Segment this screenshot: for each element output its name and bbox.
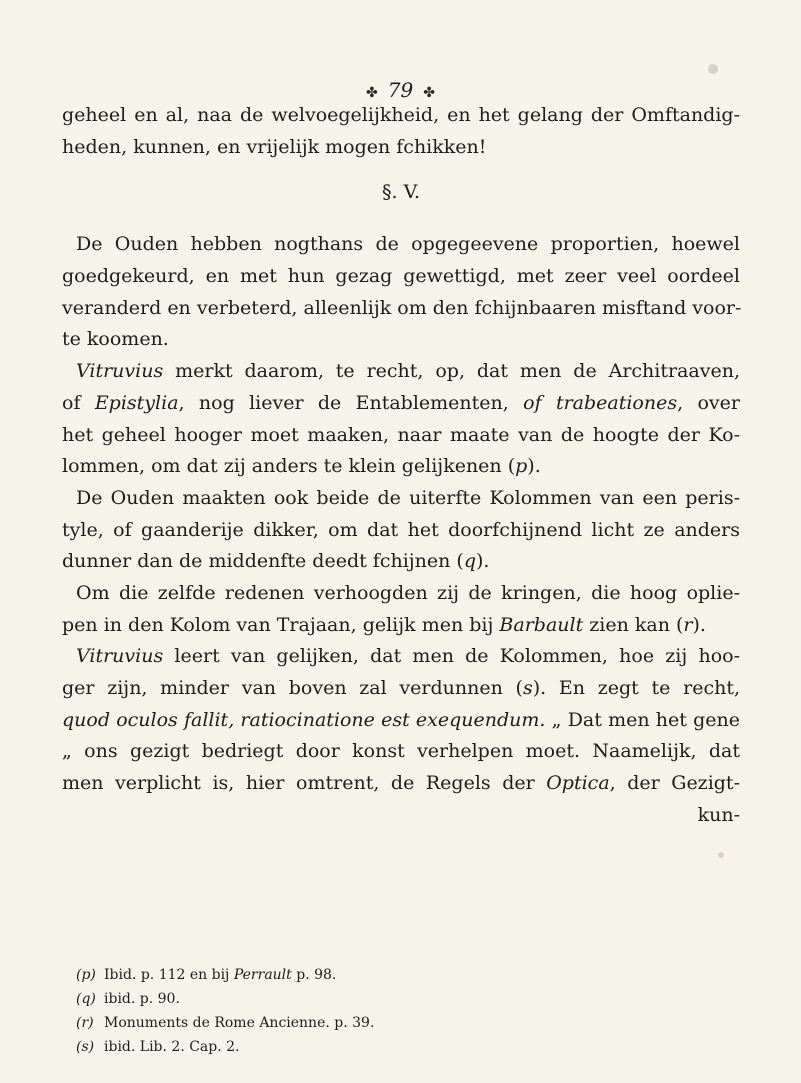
text-line: [62, 610, 740, 642]
text-span: ger zijn, minder van boven zal verdunnen (: [62, 677, 523, 699]
author-name: Vitruvius: [76, 360, 164, 383]
footnote: [76, 987, 676, 1011]
main-text: [62, 100, 740, 831]
footnote: [76, 1035, 676, 1059]
text-span: ).: [476, 550, 490, 573]
footnote-ref: p: [515, 455, 528, 478]
text-span: ).: [692, 613, 706, 636]
footnote: [76, 963, 676, 987]
latin-term: Epistylia: [94, 391, 179, 414]
footnote-mark: (s): [76, 1039, 95, 1055]
text-span: Ibid. p. 112 en bij: [104, 967, 234, 983]
text-span: , nog liever de Entablementen,: [178, 391, 524, 414]
author-name: Barbault: [499, 613, 584, 636]
text-line: Om die zelfde redenen verhoogden zij de kringen, die hoog oplie-: [76, 581, 740, 604]
text-span: ). En zegt te recht,: [532, 677, 741, 699]
text-span: Monuments de Rome Ancienne. p. 39.: [104, 1015, 375, 1031]
footnote-mark: (p): [76, 967, 96, 983]
page-number: 79: [387, 78, 414, 102]
text-span: ibid. Lib. 2. Cap. 2.: [104, 1039, 240, 1055]
text-span: zien kan (: [583, 613, 684, 636]
footnote-ref: s: [522, 677, 533, 699]
text-span: pen in den Kolom van Trajaan, gelijk men bij: [62, 613, 500, 636]
text-line: [62, 388, 740, 420]
text-line: [62, 768, 740, 800]
latin-term: of trabeationes: [523, 391, 678, 414]
page-header: [0, 78, 801, 102]
latin-quote: quod oculos fallit, ratiocinatione est exequendum.: [62, 708, 546, 731]
text-line: geheel en al, naa de welvoegelijkheid, en het gelang der Omftandig-: [62, 104, 740, 126]
text-line: [62, 546, 740, 578]
text-line: heden, kunnen, en vrijelijk mogen fchikken!: [62, 135, 487, 158]
ornament-left-icon: ✤: [366, 85, 378, 101]
text-line: [62, 451, 740, 483]
paper-spot: [718, 852, 724, 858]
footnote-mark: (q): [76, 991, 96, 1007]
text-line: „ ons gezigt bedriegt door konst verhelpen moet. Naamelijk, dat: [62, 740, 740, 763]
text-span: p. 98.: [291, 967, 337, 983]
footnote-ref: r: [683, 613, 693, 636]
text-span: , der Gezigt-: [609, 772, 740, 795]
paper-spot: [708, 64, 718, 74]
text-line: [62, 705, 740, 737]
catchword: kun-: [697, 803, 740, 826]
section-heading: §. V.: [381, 181, 421, 204]
footnotes: [76, 963, 676, 1059]
text-line: goedgekeurd, en met hun gezag gewettigd, met zeer veel oordeel: [62, 265, 740, 288]
text-span: merkt daarom, te recht, op, dat men de Architraaven,: [163, 360, 740, 383]
text-line: tyle, of gaanderije dikker, om dat het doorfchijnend licht ze anders: [62, 518, 740, 541]
text-line: [62, 673, 740, 705]
text-line: [62, 356, 740, 388]
text-span: dunner dan de middenfte deedt fchijnen (: [62, 550, 464, 573]
text-span: , over: [677, 391, 740, 414]
footnote: [76, 1011, 676, 1035]
text-span: lommen, om dat zij anders te klein gelijkenen (: [62, 455, 516, 478]
latin-term: Optica: [546, 772, 610, 795]
text-line: De Ouden hebben nogthans de opgegeevene proportien, hoewel: [76, 233, 740, 256]
text-span: „ Dat men het gene: [545, 708, 740, 731]
text-span: leert van gelijken, dat men de Kolommen, hoe zij hoo-: [163, 645, 740, 668]
text-span: of: [62, 391, 95, 414]
text-line: De Ouden maakten ook beide de uiterfte Kolommen van een peris-: [76, 486, 740, 509]
text-line: veranderd en verbeterd, alleenlijk om den fchijnbaaren misftand voor-: [62, 296, 742, 319]
text-line: te koomen.: [62, 328, 169, 351]
text-line: het geheel hooger moet maaken, naar maate van de hoogte der Ko-: [62, 423, 740, 446]
footnote-ref: q: [463, 550, 477, 573]
author-name: Perrault: [233, 967, 292, 983]
ornament-right-icon: ✤: [423, 85, 435, 101]
text-span: men verplicht is, hier omtrent, de Regels der: [62, 772, 547, 795]
text-line: [62, 641, 740, 673]
author-name: Vitruvius: [76, 645, 164, 668]
footnote-mark: (r): [76, 1015, 94, 1031]
text-span: ibid. p. 90.: [104, 991, 180, 1007]
text-span: ).: [527, 455, 541, 478]
